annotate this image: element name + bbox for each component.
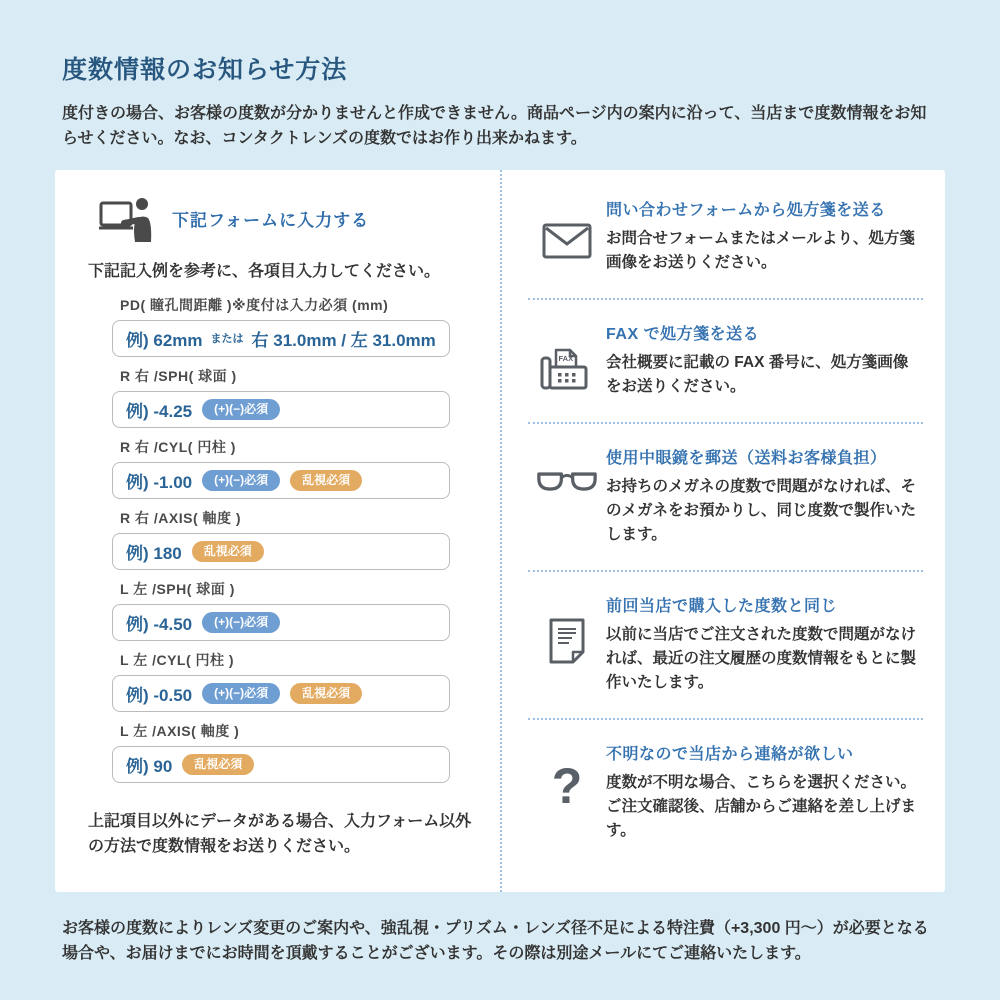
presenter-icon [98, 196, 154, 242]
field-label: L 左 /AXIS( 軸度 ) [120, 722, 240, 739]
method-body: お持ちのメガネの度数で問題がなければ、そのメガネをお預かりし、同じ度数で製作いたします。 [606, 477, 917, 543]
form-section-header [88, 196, 474, 242]
method-body: 会社概要に記載の FAX 番号に、処方箋画像をお送りください。 [606, 353, 909, 395]
example-value: 例) 180 [126, 543, 182, 563]
example-value: 例) 62mm [126, 330, 203, 350]
example-input-box[interactable] [112, 604, 450, 641]
astigmatism-required-badge: 乱視必須 [290, 470, 362, 491]
sign-required-badge: (+)(−)必須 [202, 470, 280, 491]
example-input-box[interactable] [112, 462, 450, 499]
form-field-group [112, 366, 450, 428]
example-value: 例) -4.50 [126, 614, 193, 634]
form-field-group [112, 579, 450, 641]
sign-required-badge: (+)(−)必須 [202, 683, 280, 704]
field-label: L 左 /CYL( 円柱 ) [120, 651, 235, 668]
method-item [528, 300, 923, 424]
sign-required-badge: (+)(−)必須 [202, 612, 280, 633]
example-input-box[interactable] [112, 391, 450, 428]
field-label: R 右 /AXIS( 軸度 ) [120, 509, 242, 526]
form-field-group [112, 508, 450, 570]
example-input-box[interactable] [112, 675, 450, 712]
method-body: 度数が不明な場合、こちらを選択ください。ご注文確認後、店舗からご連絡を差し上げます。 [606, 773, 917, 839]
example-value: 右 31.0mm / 左 31.0mm [251, 330, 436, 350]
question-icon: ? [551, 757, 583, 814]
example-value: 例) 90 [126, 756, 173, 776]
astigmatism-required-badge: 乱視必須 [182, 754, 254, 775]
example-input-box[interactable] [112, 533, 450, 570]
method-title: 不明なので当店から連絡が欲しい [606, 745, 854, 763]
form-fields [112, 295, 450, 783]
glasses-icon [528, 445, 606, 547]
example-value: 例) -4.25 [126, 401, 193, 421]
method-title: 問い合わせフォームから処方箋を送る [606, 201, 886, 219]
footer-note: お客様の度数によりレンズ変更のご案内や、強乱視・プリズム・レンズ径不足による特注費（+3,300 円〜）が必要となる場合や、お届けまでにお時間を頂戴することがございます。その際は別途メールにてご連絡いたします。 [62, 919, 929, 963]
methods-column [502, 170, 945, 892]
page-title: 度数情報のお知らせ方法 [62, 56, 348, 84]
example-connector: または [210, 333, 244, 346]
method-body: 以前に当店でご注文された度数で問題がなければ、最近の注文履歴の度数情報をもとに製作いたします。 [606, 625, 917, 691]
method-item [528, 424, 923, 572]
form-note: 上記項目以外にデータがある場合、入力フォーム以外の方法で度数情報をお送りください。 [88, 812, 472, 856]
method-title: 前回当店で購入した度数と同じ [606, 597, 838, 615]
method-title: 使用中眼鏡を郵送（送料お客様負担） [606, 449, 887, 467]
field-label: R 右 /SPH( 球面 ) [120, 367, 237, 384]
method-item [528, 176, 923, 300]
form-section-title: 下記フォームに入力する [172, 211, 370, 231]
fax-icon [528, 321, 606, 399]
svg-text:FAX: FAX [558, 353, 574, 363]
form-field-group [112, 721, 450, 783]
example-value: 例) -1.00 [126, 472, 193, 492]
method-item [528, 720, 923, 866]
form-field-group [112, 650, 450, 712]
method-body: お問合せフォームまたはメールより、処方箋画像をお送りください。 [606, 229, 915, 271]
field-label: PD( 瞳孔間距離 )※度付は入力必須 (mm) [120, 296, 389, 313]
example-input-box[interactable] [112, 746, 450, 783]
form-field-group [112, 295, 450, 357]
example-value: 例) -0.50 [126, 685, 193, 705]
intro-text: 度付きの場合、お客様の度数が分かりませんと作成できません。商品ページ内の案内に沿って、当店まで度数情報をお知らせください。なお、コンタクトレンズの度数ではお作り出来かねます。 [62, 105, 927, 147]
form-instruction: 下記記入例を参考に、各項目入力してください。 [88, 262, 441, 280]
field-label: R 右 /CYL( 円柱 ) [120, 438, 236, 455]
form-field-group [112, 437, 450, 499]
astigmatism-required-badge: 乱視必須 [192, 541, 264, 562]
astigmatism-required-badge: 乱視必須 [290, 683, 362, 704]
envelope-icon [528, 197, 606, 275]
field-label: L 左 /SPH( 球面 ) [120, 580, 235, 597]
sign-required-badge: (+)(−)必須 [202, 399, 280, 420]
example-input-box[interactable] [112, 320, 450, 357]
form-column [55, 170, 502, 892]
document-icon [528, 593, 606, 695]
method-item [528, 572, 923, 720]
info-card [55, 170, 945, 892]
method-title: FAX で処方箋を送る [606, 325, 760, 343]
